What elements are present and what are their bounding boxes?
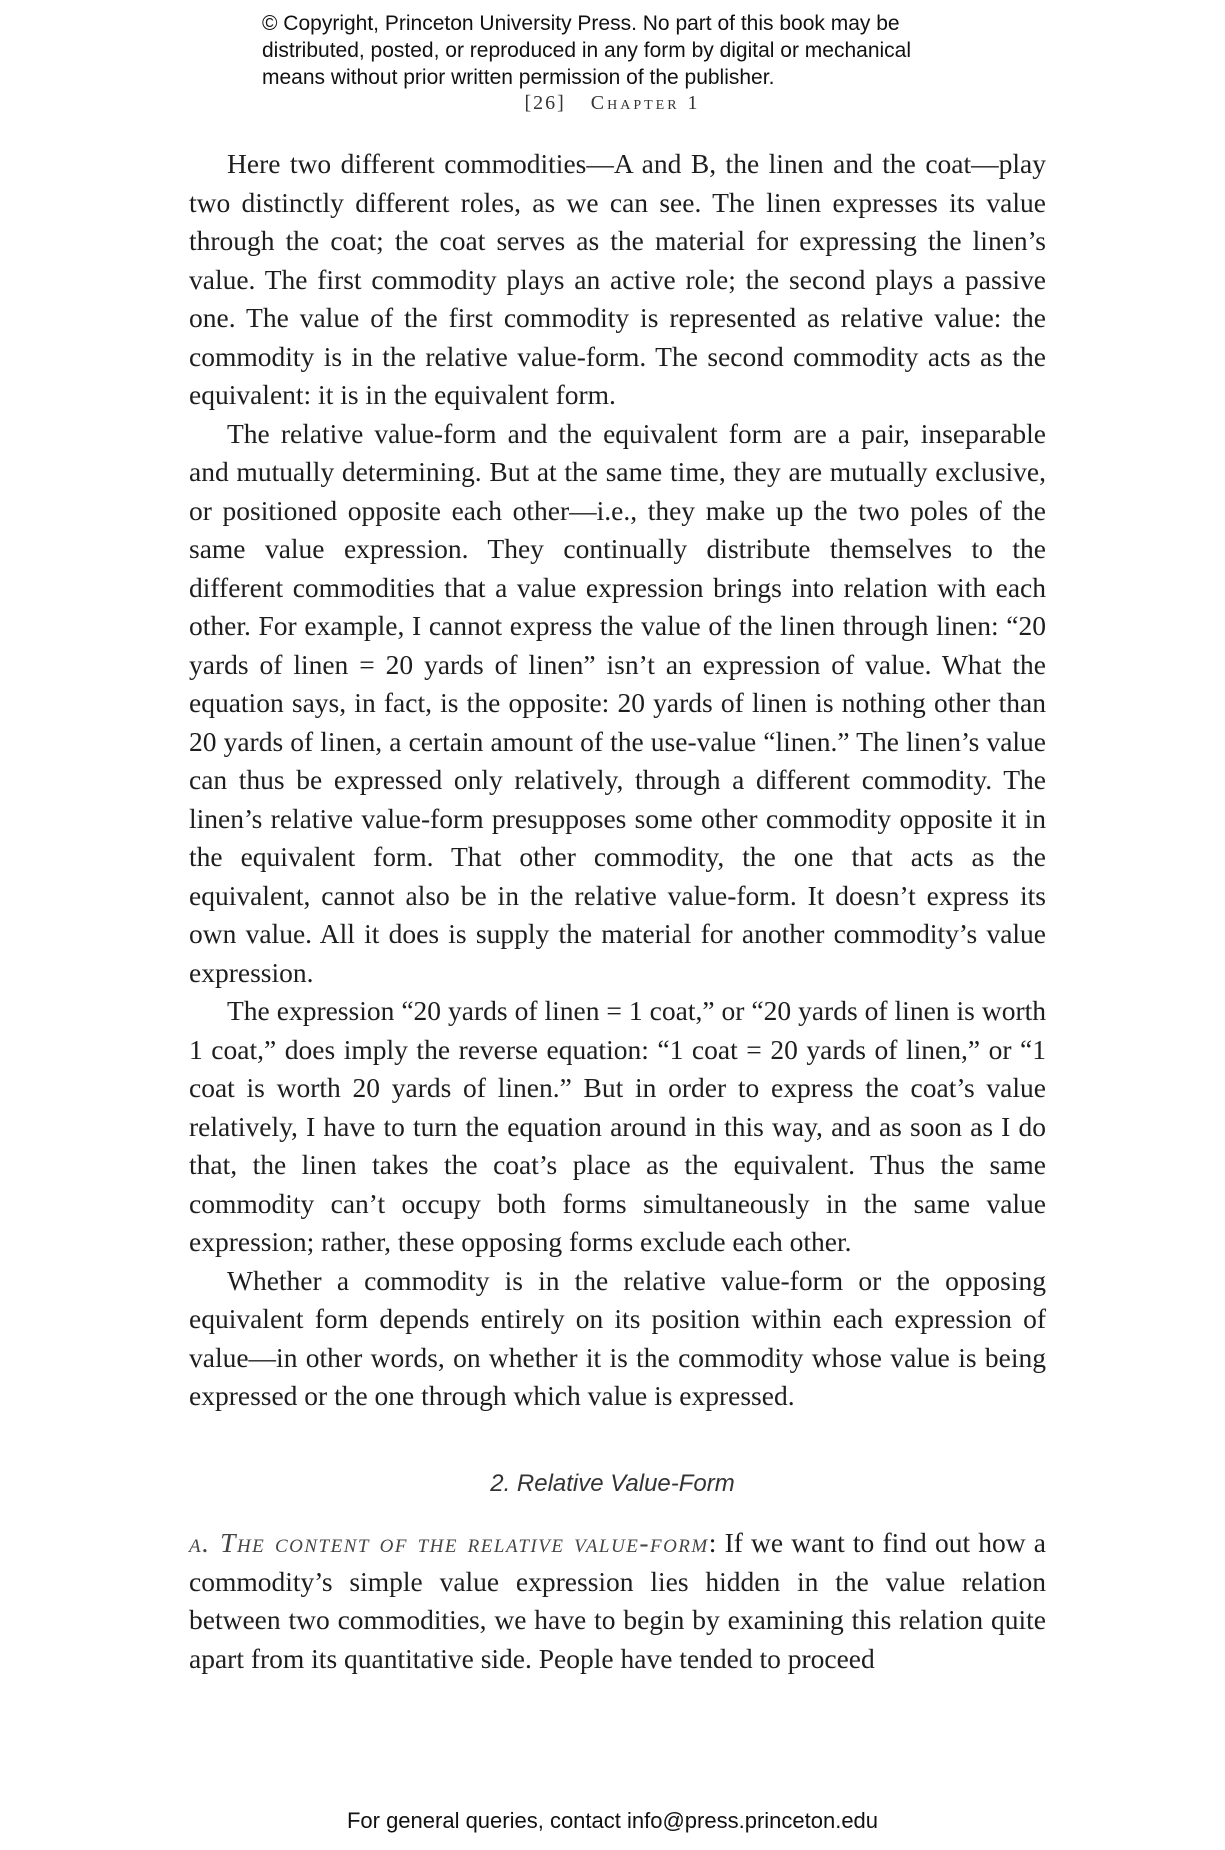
paragraph: Whether a commodity is in the relative value-form or the opposing equivalent form depends entirely on its position within each expression of value—in other words, on whether it is the commodity whose value is being expressed or the one through which value is expressed.	[189, 1264, 1046, 1411]
copyright-line: means without prior written permission of the publisher.	[262, 66, 775, 89]
copyright-notice	[262, 10, 1022, 91]
page-number: [26]	[524, 92, 566, 114]
section-paragraph-text: : If we want to find out how a commodity’s simple value expression lies hidden in the value relation between two commodities, we have to begin by examining this relation quite apart from its quantitative side. People have tended to proceed	[189, 1527, 1047, 1674]
running-head	[0, 92, 1225, 115]
paragraph: Here two different commodities—A and B, the linen and the coat—play two distinctly different roles, as we can see. The linen expresses its value through the coat; the coat serves as the material for expressing the linen’s value. The first commodity plays an active role; the second plays a passive one. The value of the first commodity is represented as relative value: the commodity is in the relative value-form. The second commodity acts as the equivalent: it is in the equivalent form.	[189, 148, 1046, 410]
section-heading: 2. Relative Value-Form	[490, 1470, 735, 1497]
paragraph: The relative value-form and the equivalent form are a pair, inseparable and mutually determining. But at the same time, they are mutually exclusive, or positioned opposite each other—i.e., they make up the two poles of the same value expression. They continually distribute themselves to the different commodities that a value expression brings into relation with each other. For example, I cannot express the value of the linen through linen: “20 yards of linen = 20 yards of linen” isn’t an expression of value. What the equation says, in fact, is the opposite: 20 yards of linen is nothing other than 20 yards of linen, a certain amount of the use-value “linen.” The linen’s value can thus be expressed only relatively, through a different commodity. The linen’s relative value-form presupposes some other commodity opposite it in the equivalent form. That other commodity, the one that acts as the equivalent, cannot also be in the relative value-form. It doesn’t express its own value. All it does is supply the material for another commodity’s value expression.	[189, 417, 1046, 988]
copyright-line: distributed, posted, or reproduced in any form by digital or mechanical	[262, 39, 912, 62]
section-paragraph	[189, 1524, 1046, 1678]
paragraph: The expression “20 yards of linen = 1 coat,” or “20 yards of linen is worth 1 coat,” does imply the reverse equation: “1 coat = 20 yards of linen,” or “1 coat is worth 20 yards of linen.” But in order to express the coat’s value relatively, I have to turn the equation around in this way, and as soon as I do that, the linen takes the coat’s place as the equivalent. Thus the same commodity can’t occupy both forms simultaneously in the same value expression; rather, these opposing forms exclude each other.	[189, 995, 1046, 1257]
chapter-label: Chapter 1	[590, 92, 701, 114]
footer-contact: For general queries, contact info@press.princeton.edu	[346, 1808, 879, 1833]
section-text	[189, 1524, 1046, 1678]
copyright-line: © Copyright, Princeton University Press. No part of this book may be	[262, 12, 900, 35]
section-subheading: a. The content of the relative value-form	[189, 1527, 709, 1558]
body-text	[189, 145, 1046, 1416]
